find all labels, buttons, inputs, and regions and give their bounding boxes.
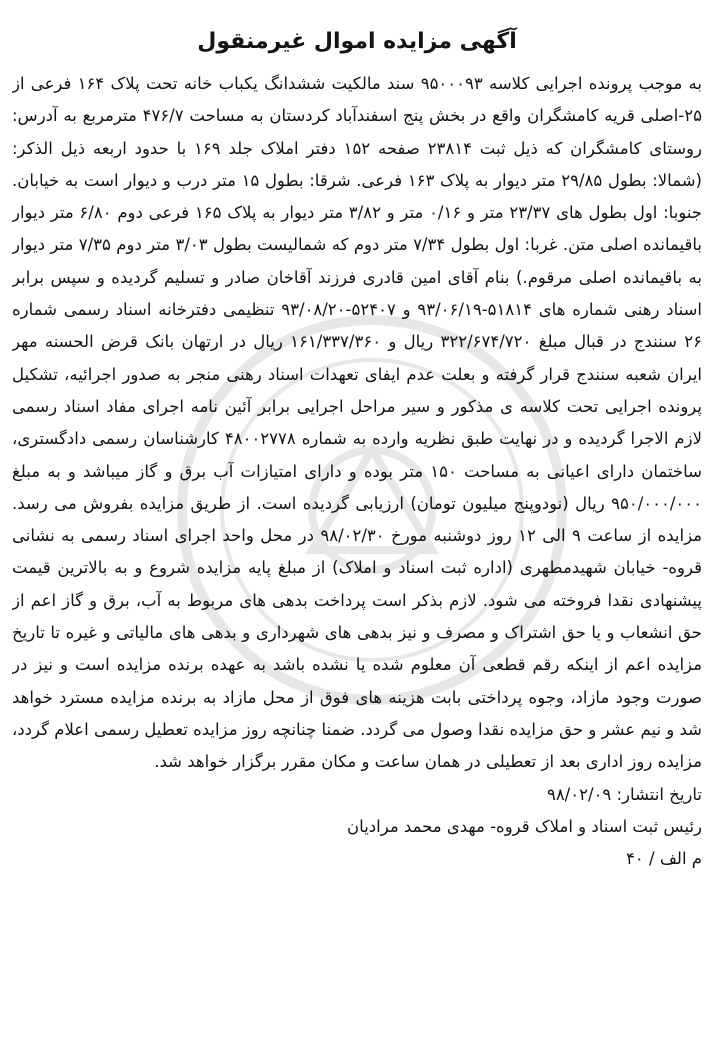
notice-code: م الف / ۴۰ (626, 849, 702, 869)
signature: رئیس ثبت اسناد و املاک قروه- مهدی محمد مرادیان (347, 816, 702, 836)
notice-title: آگهی مزایده اموال غیرمنقول (197, 29, 517, 54)
publish-date: تاریخ انتشار: ۹۸/۰۲/۰۹ (546, 784, 702, 804)
notice-body: به موجب پرونده اجرایی کلاسه ۹۵۰۰۰۹۳ سند مالکیت ششدانگ یکباب خانه تحت پلاک ۱۶۴ فرعی از ۲۵-اصلی قریه کامشگران واقع در بخش پنج اسفندآباد کردستان به مساحت ۴۷۶/۷ مترمربع به آدرس: روستای کامشگران که ذیل ثبت ۲۳۸۱۴ صفحه ۱۵۲ دفتر املاک جلد ۱۶۹ با حدود اربعه ذیل الذکر:(شمالا: بطول ۲۹/۸۵ متر دیوار به پلاک ۱۶۳ فرعی. شرقا: بطول ۱۵ متر درب و دیوار است به خیابان. جنوبا: اول بطول های ۲۳/۳۷ متر و ۰/۱۶ متر و ۳/۸۲ متر دیوار به پلاک ۱۶۵ فرعی دوم ۶/۸۰ متر دیوار باقیمانده اصلی متن. غربا: اول بطول ۷/۳۴ متر دوم که شمالیست بطول ۳/۰۳ متر دوم ۷/۳۵ متر دیوار به باقیمانده اصلی مرقوم.) بنام آقای امین قادری فرزند آقاخان صادر و تسلیم گردیده و سپس برابر اسناد رهنی شماره های ۵۱۸۱۴-۹۳/۰۶/۱۹ و ۵۲۴۰۷-۹۳/۰۸/۲۰ تنظیمی دفترخانه اسناد رسمی شماره ۲۶ سنندج در قبال مبلغ ۳۲۲/۶۷۴/۷۲۰ ریال و ۱۶۱/۳۳۷/۳۶۰ ریال در ارتهان بانک قرض الحسنه مهر ایران شعبه سنندج قرار گرفته و بعلت عدم ایفای تعهدات اسناد رهنی منجر به صدور اجرائیه، تشکیل پرونده اجرایی تحت کلاسه ی مذکور و سیر مراحل اجرایی برابر آئین نامه اجرای مفاد اسناد رسمی لازم الاجرا گردیده و در نهایت طبق نظریه وارده به شماره ۴۸۰۰۲۷۷۸ کارشناسان رسمی دادگستری، ساختمان دارای اعیانی به مساحت ۱۵۰ متر بوده و دارای امتیازات آب برق و گاز میباشد و به مبلغ ۹۵۰/۰۰۰/۰۰۰ ریال (نودوپنج میلیون تومان) ارزیابی گردیده است. از طریق مزایده بفروش می رسد. مزایده از ساعت ۹ الی ۱۲ روز دوشنبه مورخ ۹۸/۰۲/۳۰ در محل واحد اجرای اسناد رسمی به نشانی قروه- خیابان شهیدمطهری (اداره ثبت اسناد و املاک) از مبلغ پایه مزایده شروع و به بالاترین قیمت پیشنهادی نقدا فروخته می شود. لازم بذکر است پرداخت بدهی های مربوط به آب، برق و گاز اعم از حق انشعاب و یا حق اشتراک و مصرف و نیز بدهی های شهرداری و بدهی های مالیاتی و غیره تا تاریخ مزایده اعم از اینکه رقم قطعی آن معلوم شده یا نشده باشد به عهده برنده مزایده است و نیز در صورت وجود مازاد، وجوه پرداختی بابت هزینه های فوق از محل مازاد به برنده مزایده مسترد خواهد شد و نیم عشر و حق مزایده نقدا وصول می گردد. ضمنا چنانچه روز مزایده تعطیل رسمی اعلام گردد، مزایده روز اداری بعد از تعطیلی در همان ساعت و مکان مقرر برگزار خواهد شد. (12, 74, 702, 772)
auction-notice (12, 0, 702, 1038)
